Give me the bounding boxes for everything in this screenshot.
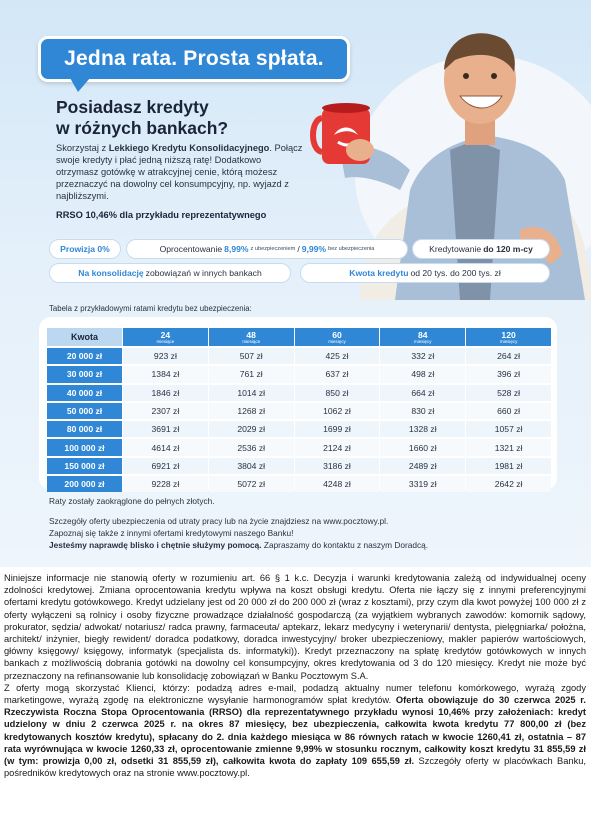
pill-kred-label: Kredytowanie xyxy=(429,244,482,254)
row-kwota: 150 000 zł xyxy=(47,458,122,474)
pill-konsolidacja xyxy=(49,263,291,283)
legal-disclaimer xyxy=(4,572,586,779)
rate-cell: 6921 zł xyxy=(123,458,208,474)
term-value: 48 xyxy=(246,329,256,340)
headline xyxy=(56,97,296,139)
pill-kwota-kredytu xyxy=(300,263,550,283)
table-row xyxy=(47,476,551,492)
pill-oproc-label: Oprocentowanie xyxy=(159,244,223,254)
pill-kredytowanie xyxy=(412,239,550,259)
pill-prowizja xyxy=(49,239,121,259)
term-unit: miesiące xyxy=(156,338,175,344)
disclaimer-paragraph-1: Niniejsze informacje nie stanowią oferty w rozumieniu art. 66 § 1 k.c. Decyzja i warunki kredytowania zależą od indywidualnej oceny zdolności kredytowej. Zmiana oprocentowania kredytu wpływa na koszt obsługi kredytu. Oferta nie łączy się z innymi preferencyjnymi ofertami kredytu gotówkowego. Kredyt udzielany jest od 20 000 zł do 200 000 zł (wraz z kosztami), przy czym dla kwot powyżej 100 000 zł z oferty wyłączeni są rolnicy i osoby fizyczne prowadzące działalność gospodarczą (za wyjątkiem wybranych zawodów: komornik sądowy, prokurator, sędzia/ adwokat/ notariusz/ radca prawny, farmaceuta/ aptekarz, lekarz medycyny i weterynarii/ dentysta, pielęgniarka/ położna, architekt/ inżynier, biegły rewident/ doradca podatkowy, doradca inwestycyjny/ broker ubezpieczeniowy, makler papierów wartościowych, główny księgowy/ księgowy, informatyk (specjalista ds. informatyki)). Kredyt przeznaczony na spłatę kredytów gotówkowych w innych bankach z możliwością dobrania gotówki na dowolny cel konsumpcyjny, okres kredytowania od 3 do 120 miesięcy. Kredyt nie może być przeznaczony na refinansowanie lub konsolidację zobowiązań w Banku Pocztowym S.A. xyxy=(4,573,586,681)
rate-cell: 2489 zł xyxy=(380,458,465,474)
row-kwota: 20 000 zł xyxy=(47,348,122,364)
term-value: 24 xyxy=(160,329,171,340)
rate-cell: 660 zł xyxy=(466,403,551,419)
rate-cell: 1328 zł xyxy=(380,421,465,437)
rates-header-term xyxy=(123,328,208,346)
rates-table xyxy=(46,326,552,494)
rates-header-term xyxy=(295,328,380,346)
info-line-3-rest: Zapraszamy do kontaktu z naszym Doradcą. xyxy=(261,540,429,551)
rates-header-term xyxy=(466,328,551,346)
rate-cell: 396 zł xyxy=(466,366,551,382)
headline-line-2: w różnych bankach? xyxy=(56,118,229,138)
rate-cell: 528 zł xyxy=(466,385,551,401)
term-value: 120 xyxy=(501,329,516,340)
rate-cell: 2124 zł xyxy=(295,439,380,455)
pill-konsol-rest: zobowiązań w innych bankach xyxy=(145,268,262,278)
term-unit: miesiące xyxy=(242,338,261,344)
term-unit: miesięcy xyxy=(499,338,518,344)
intro-text xyxy=(56,142,306,202)
rrso-label: RRSO 10,46% dla przykładu reprezentatywnego xyxy=(56,210,267,220)
rate-cell: 5072 zł xyxy=(209,476,294,492)
intro-product-name: Lekkiego Kredytu Konsolidacyjnego xyxy=(108,143,270,153)
rate-cell: 761 zł xyxy=(209,366,294,382)
pill-kwota-rest: od 20 tys. do 200 tys. zł xyxy=(410,268,501,278)
info-line-1: Szczegóły oferty ubezpieczenia od utraty pracy lub na życie znajdziesz na www.pocztowy.pl. xyxy=(49,516,389,526)
rate-cell: 2307 zł xyxy=(123,403,208,419)
slogan-text: Jedna rata. Prosta spłata. xyxy=(64,47,324,70)
pill-prowizja-text: Prowizja 0% xyxy=(60,244,110,254)
rate-cell: 830 zł xyxy=(380,403,465,419)
rate-cell: 2642 zł xyxy=(466,476,551,492)
rate-cell: 1699 zł xyxy=(295,421,380,437)
row-kwota: 80 000 zł xyxy=(47,421,122,437)
rate-cell: 2536 zł xyxy=(209,439,294,455)
info-block xyxy=(49,515,549,552)
table-row xyxy=(47,439,551,455)
rate-cell: 507 zł xyxy=(209,348,294,364)
pill-oprocentowanie xyxy=(126,239,408,259)
row-kwota: 100 000 zł xyxy=(47,439,122,455)
info-line-3-bold: Jesteśmy naprawdę blisko i chętnie służymy pomocą. xyxy=(49,540,262,551)
pill-oproc-val2: 9,99% xyxy=(301,244,327,254)
pill-kwota-bold: Kwota kredytu xyxy=(349,268,409,278)
rate-cell: 1660 zł xyxy=(380,439,465,455)
rates-header-term xyxy=(380,328,465,346)
pill-oproc-val1: 8,99% xyxy=(224,244,249,254)
rate-cell: 1062 zł xyxy=(295,403,380,419)
rounding-note: Raty zostały zaokrąglone do pełnych złotych. xyxy=(49,496,215,506)
rate-cell: 1384 zł xyxy=(123,366,208,382)
rate-cell: 3804 zł xyxy=(209,458,294,474)
rate-cell: 332 zł xyxy=(380,348,465,364)
disclaimer-p2-bold: Oferta obowiązuje do 30 czerwca 2025 r. Rzeczywista Roczna Stopa Oprocentowania (RRSO) dla reprezentatywnego przykładu wynosi 10,46% przy założeniach: kredyt udzielony w dniu 2 czerwca 2025 r. na okres 87 miesięcy, bez ubezpieczenia, całkowita kwota kredytu 77 800,00 zł (bez kredytowanych kosztów kredytu), spłacany do 2. dnia każdego miesiąca w 86 równych ratach w kwocie 1260,41 zł, ostatnia – 87 rata wyrównująca w kwocie 1260,33 zł, oprocentowanie zmienne 9,99% w stosunku rocznym, całkowity koszt kredytu 31 855,59 zł (w tym: prowizja 0,00 zł, odsetki 31 855,59 zł), całkowita kwota do zapłaty 109 655,59 zł. xyxy=(4,695,586,767)
disclaimer-p2-pre: Z oferty mogą skorzystać Klienci, którzy: podadzą adres e-mail, podadzą aktualny numer telefonu komórkowego, wyrażą zgody marketingowe, wyrażą zgodę na elektroniczne wysyłanie harmonogramów spłat kredytów. xyxy=(4,682,586,706)
rate-cell: 1268 zł xyxy=(209,403,294,419)
row-kwota: 200 000 zł xyxy=(47,476,122,492)
rate-cell: 664 zł xyxy=(380,385,465,401)
table-caption: Tabela z przykładowymi ratami kredytu bez ubezpieczenia: xyxy=(49,304,252,313)
table-row xyxy=(47,385,551,401)
term-unit: miesięcy xyxy=(328,338,346,344)
rate-cell: 637 zł xyxy=(295,366,380,382)
rate-cell: 4248 zł xyxy=(295,476,380,492)
disclaimer-paragraph-2 xyxy=(4,682,586,780)
rate-cell: 3319 zł xyxy=(380,476,465,492)
rate-cell: 498 zł xyxy=(380,366,465,382)
pill-oproc-sep: / xyxy=(297,244,300,254)
info-line-2: Zapoznaj się także z innymi ofertami kredytowymi naszego Banku! xyxy=(49,528,294,539)
table-row xyxy=(47,421,551,437)
pill-oproc-small1: z ubezpieczeniem xyxy=(250,246,296,252)
term-value: 84 xyxy=(418,329,428,340)
rates-header-kwota: Kwota xyxy=(47,328,122,346)
table-row xyxy=(47,348,551,364)
row-kwota: 30 000 zł xyxy=(47,366,122,382)
rate-cell: 264 zł xyxy=(466,348,551,364)
table-row xyxy=(47,403,551,419)
rate-cell: 1014 zł xyxy=(209,385,294,401)
rate-cell: 1846 zł xyxy=(123,385,208,401)
row-kwota: 50 000 zł xyxy=(47,403,122,419)
info-line-3 xyxy=(49,539,549,551)
rate-cell: 425 zł xyxy=(295,348,380,364)
row-kwota: 40 000 zł xyxy=(47,385,122,401)
rates-header-term xyxy=(209,328,294,346)
rates-header-row xyxy=(47,328,551,346)
rate-cell: 1321 zł xyxy=(466,439,551,455)
term-unit: miesięcy xyxy=(414,338,432,344)
rate-cell: 923 zł xyxy=(123,348,208,364)
disclaimer-p2-post: Szczegóły oferty w placówkach Banku, pośredników kredytowych oraz na stronie www.pocztowy.pl. xyxy=(4,756,586,779)
pill-oproc-small2: bez ubezpieczenia xyxy=(328,246,375,252)
rate-cell: 2029 zł xyxy=(209,421,294,437)
rate-cell: 1057 zł xyxy=(466,421,551,437)
intro-pre: Skorzystaj z xyxy=(56,143,109,153)
table-row xyxy=(47,366,551,382)
headline-line-1: Posiadasz kredyty xyxy=(56,97,209,117)
slogan-bubble-tail xyxy=(70,78,90,92)
pill-kred-val: do 120 m-cy xyxy=(483,244,533,254)
intro-post: . Połącz swoje kredyty i płać jedną niższą ratę! Dodatkowo otrzymasz gotówkę w atrakcyjnej cenie, którą możesz przeznaczyć na dowolny cel konsumpcyjny, np. wyjazd z najbliższymi. xyxy=(56,143,303,201)
slogan-bubble xyxy=(38,36,350,82)
rate-cell: 3691 zł xyxy=(123,421,208,437)
term-value: 60 xyxy=(332,329,342,340)
table-row xyxy=(47,458,551,474)
rate-cell: 850 zł xyxy=(295,385,380,401)
pill-konsol-bold: Na konsolidację xyxy=(78,268,144,278)
rate-cell: 3186 zł xyxy=(295,458,380,474)
rate-cell: 4614 zł xyxy=(123,439,208,455)
rate-cell: 9228 zł xyxy=(123,476,208,492)
rate-cell: 1981 zł xyxy=(466,458,551,474)
